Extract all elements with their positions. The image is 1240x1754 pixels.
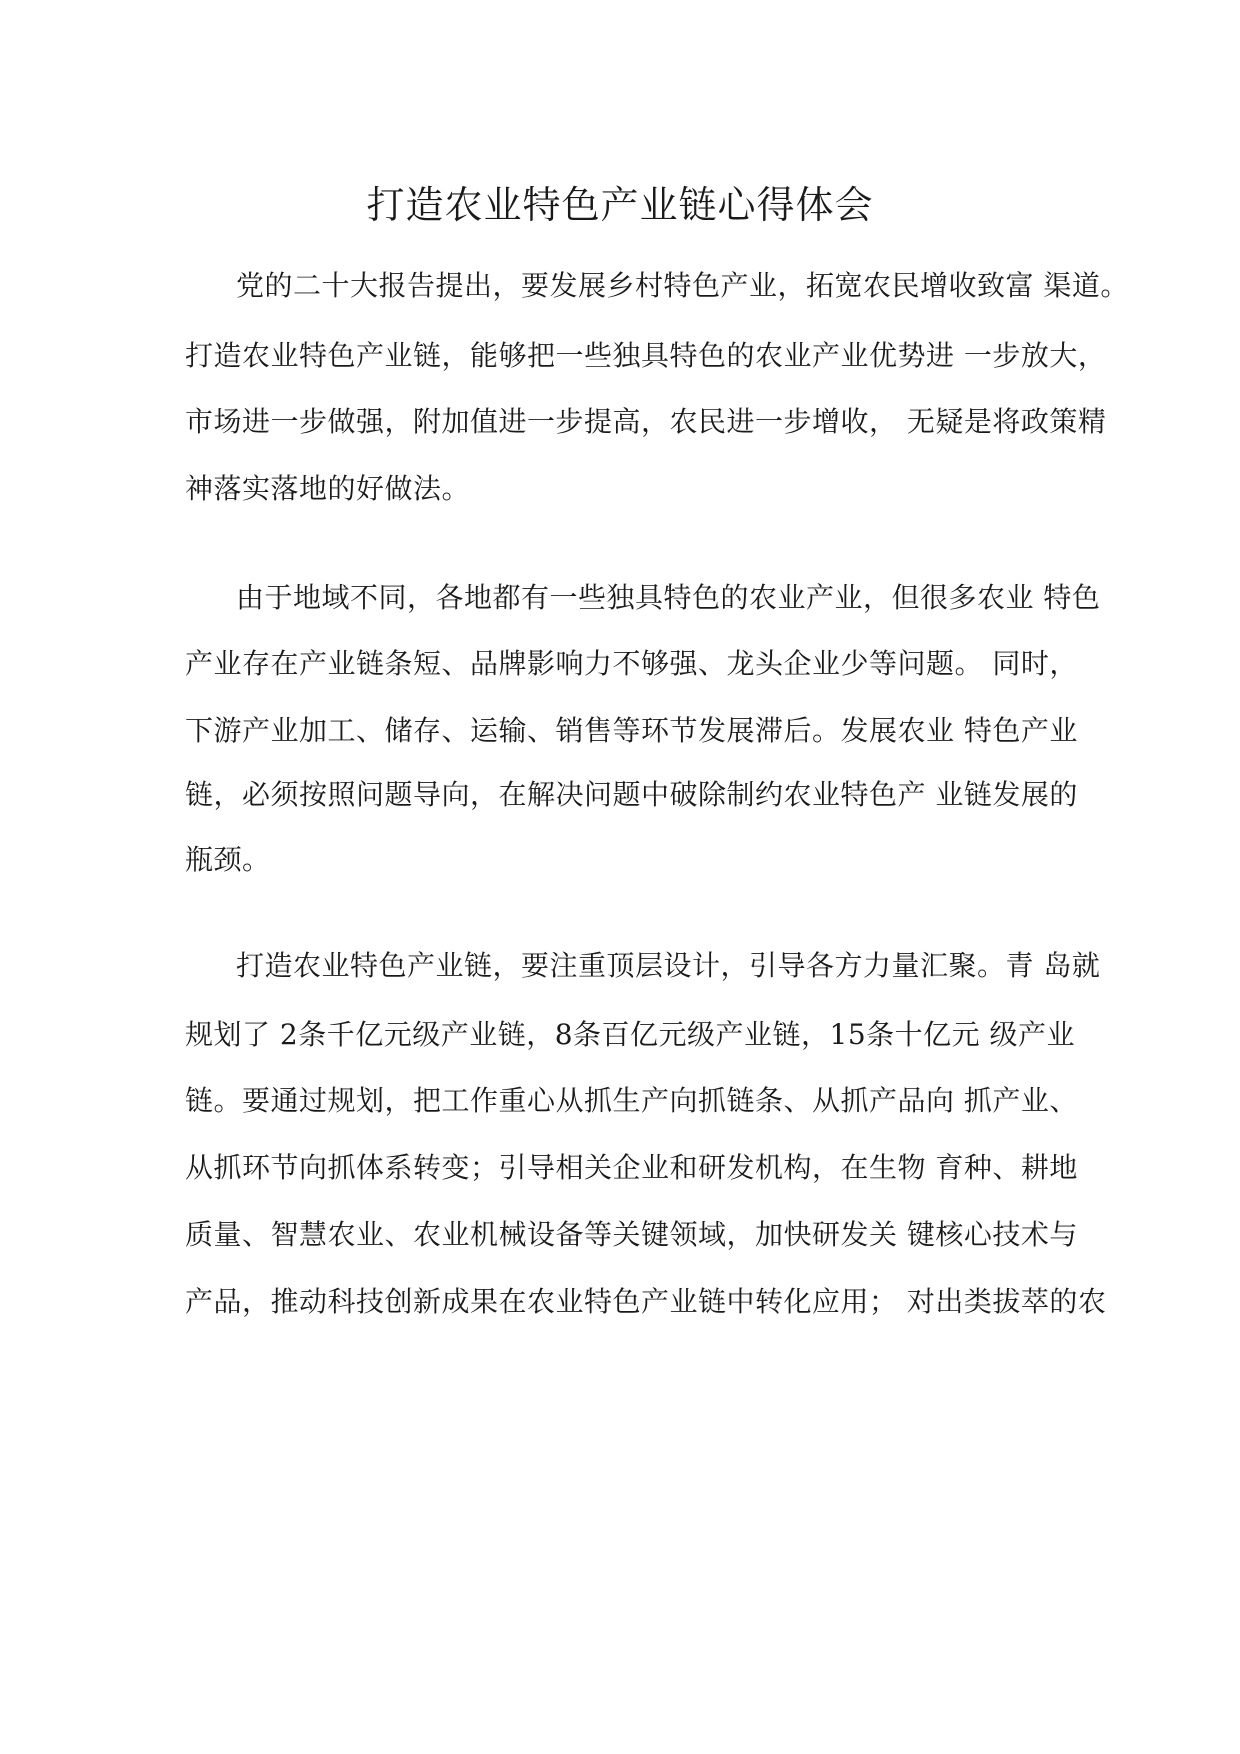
paragraph-3-line-3: 链。要通过规划，把工作重心从抓生产向抓链条、从抓产品向 抓产业、 (185, 1084, 1078, 1117)
paragraph-1-line-3: 市场进一步做强，附加值进一步提高，农民进一步增收， 无疑是将政策精 (185, 405, 1107, 438)
paragraph-3-line-1: 打造农业特色产业链，要注重顶层设计，引导各方力量汇聚。青 岛就 (236, 949, 1101, 982)
paragraph-2-line-1: 由于地域不同，各地都有一些独具特色的农业产业，但很多农业 特色 (236, 581, 1101, 614)
paragraph-3-line-2: 规划了 2条千亿元级产业链，8条百亿元级产业链，15条十亿元 级产业 (185, 1018, 1076, 1051)
paragraph-1-line-2: 打造农业特色产业链，能够把一些独具特色的农业产业优势进 一步放大， (185, 339, 1107, 372)
paragraph-3-line-6: 产品，推动科技创新成果在农业特色产业链中转化应用； 对出类拔萃的农 (185, 1285, 1107, 1318)
paragraph-2-line-3: 下游产业加工、储存、运输、销售等环节发展滞后。发展农业 特色产业 (185, 714, 1078, 747)
paragraph-1-line-4: 神落实落地的好做法。 (185, 472, 471, 505)
paragraph-1-line-1: 党的二十大报告提出，要发展乡村特色产业，拓宽农民增收致富 渠道。 (236, 269, 1129, 302)
paragraph-2-line-4: 链，必须按照问题导向，在解决问题中破除制约农业特色产 业链发展的 (185, 778, 1078, 811)
document-title: 打造农业特色产业链心得体会 (366, 183, 874, 227)
paragraph-2-line-5: 瓶颈。 (185, 843, 271, 876)
paragraph-3-line-5: 质量、智慧农业、农业机械设备等关键领域，加快研发关 键核心技术与 (185, 1218, 1078, 1251)
paragraph-3-line-4: 从抓环节向抓体系转变；引导相关企业和研发机构，在生物 育种、耕地 (185, 1151, 1078, 1184)
paragraph-2-line-2: 产业存在产业链条短、品牌影响力不够强、龙头企业少等问题。 同时， (185, 647, 1078, 680)
